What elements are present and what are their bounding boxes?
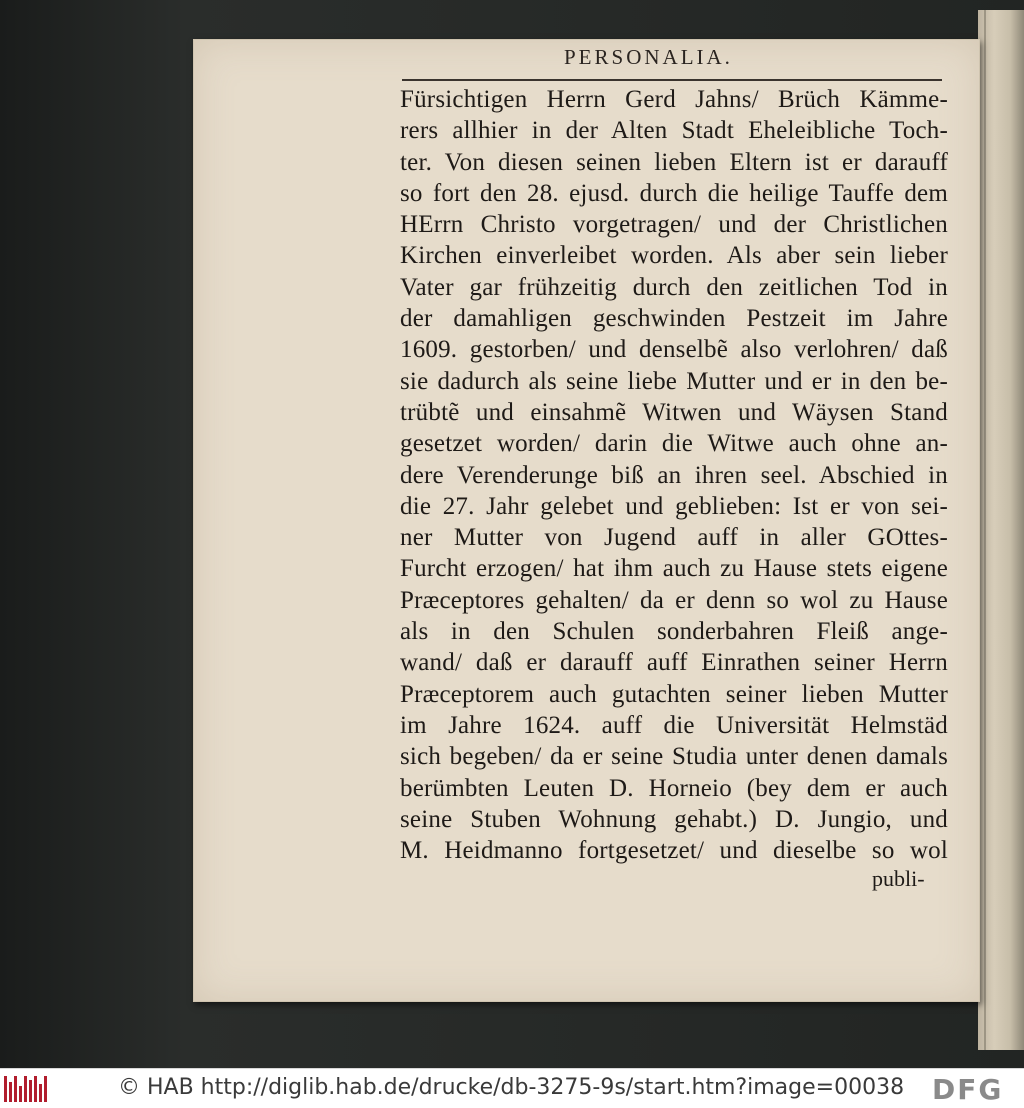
text-line: sich begeben/ da er seine Studia unter denen damals	[400, 743, 948, 771]
text-line: Vater gar frühzeitig durch den zeitlichen Tod in	[400, 273, 948, 301]
running-head: PERSONALIA.	[564, 45, 733, 69]
text-line: Furcht erzogen/ hat ihm auch zu Hause stets eigene	[400, 555, 948, 583]
text-line: ner Mutter von Jugend auff in aller GOttes-	[400, 524, 948, 552]
text-line: die 27. Jahr gelebet und geblieben: Ist er von sei-	[400, 492, 948, 520]
text-line: ter. Von diesen seinen lieben Eltern ist er darauff	[400, 148, 948, 176]
text-line: wand/ daß er darauff auff Einrathen seiner Herrn	[400, 649, 948, 677]
text-line: M. Heidmanno fortgesetzet/ und dieselbe so wol	[400, 837, 948, 865]
text-line: als in den Schulen sonderbahren Fleiß ange-	[400, 618, 948, 646]
text-line: rers allhier in der Alten Stadt Eheleibliche Toch-	[400, 117, 948, 145]
text-line: dere Verenderunge biß an ihren seel. Abschied in	[400, 461, 948, 489]
text-line: der damahligen geschwinden Pestzeit im Jahre	[400, 305, 948, 333]
text-line: 1609. gestorben/ und denselbẽ also verlohren/ daß	[400, 336, 948, 364]
text-line: sie dadurch als seine liebe Mutter und er in den be-	[400, 367, 948, 395]
text-line: trübtẽ und einsahmẽ Witwen und Wäysen Stand	[400, 398, 948, 426]
text-line: im Jahre 1624. auff die Universität Helmstäd	[400, 711, 948, 739]
text-line: so fort den 28. ejusd. durch die heilige Tauffe dem	[400, 179, 948, 207]
text-block	[400, 84, 948, 866]
text-line: Kirchen einverleibet worden. Als aber sein lieber	[400, 242, 948, 270]
source-link[interactable]: © HAB http://diglib.hab.de/drucke/db-3275-9s/start.htm?image=00038	[118, 1075, 905, 1100]
hab-barcode-logo-icon	[4, 1076, 48, 1102]
text-line: Præceptores gehalten/ da er denn so wol zu Hause	[400, 586, 948, 614]
text-line: seine Stuben Wohnung gehabt.) D. Jungio, und	[400, 805, 948, 833]
footer-bar	[0, 1068, 1024, 1108]
dfg-logo: DFG	[932, 1073, 1004, 1106]
header-rule	[402, 79, 942, 81]
catchword: publi-	[872, 866, 925, 891]
text-line: HErrn Christo vorgetragen/ und der Christlichen	[400, 211, 948, 239]
adjacent-page-edge	[978, 10, 1024, 1050]
text-line: Præceptorem auch gutachten seiner lieben Mutter	[400, 680, 948, 708]
text-line: Fürsichtigen Herrn Gerd Jahns/ Brüch Kämme-	[400, 86, 948, 113]
text-line: berümbten Leuten D. Horneio (bey dem er auch	[400, 774, 948, 802]
text-line: gesetzet worden/ darin die Witwe auch ohne an-	[400, 430, 948, 458]
